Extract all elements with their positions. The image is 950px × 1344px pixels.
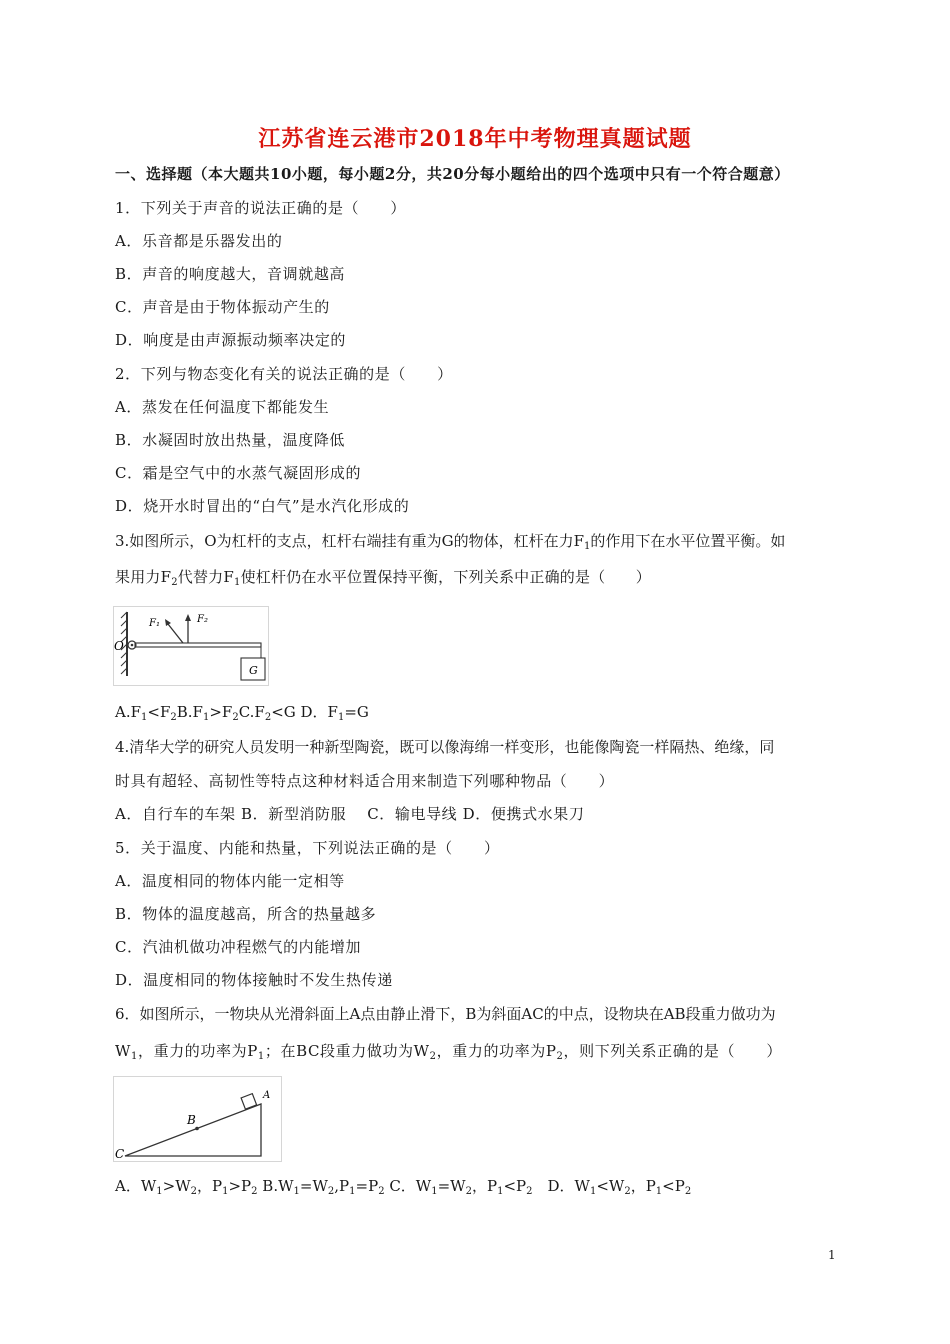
q2-stem: 2．下列与物态变化有关的说法正确的是（ ） [115,365,453,383]
q2-option-a: A．蒸发在任何温度下都能发生 [115,398,330,416]
label-a: A [263,1090,271,1101]
q5-option-c: C．汽油机做功冲程燃气的内能增加 [115,938,362,956]
q2-option-d: D．烧开水时冒出的“白气”是水汽化形成的 [115,497,410,515]
figure-frame [114,607,269,686]
force-f1-arrow [168,624,183,643]
q1-option-d: D．响度是由声源振动频率决定的 [115,331,347,349]
q6-options: A．$W_1>W_2$，$P_1>P_2$ $B.W_1=W_2,P_1=P_2$ C．$W_1=W_2$，$P_1<P_2$ D．$W_1<W_2$，$P_1<P_2$ [115,1177,692,1197]
q6-stem-line1: 6．如图所示，一物块从光滑斜面上A点由静止滑下，B为斜面AC的中点，设物块在AB段重力做功为 [115,1005,776,1023]
q3-stem-line2: 果用力$F_2$代替力$F_1$使杠杆仍在水平位置保持平衡，下列关系中正确的是（ ） [115,568,651,588]
lever-bar [135,643,261,647]
q4-stem-line1: 4.清华大学的研究人员发明一种新型陶瓷，既可以像海绵一样变形，也能像陶瓷一样隔热、绝缘，同 [115,738,775,756]
q1-stem: 1．下列关于声音的说法正确的是（ ） [115,199,406,217]
pivot-dot [131,644,134,647]
label-f2: F₂ [197,614,208,625]
section-heading: 一、选择题（本大题共10小题，每小题2分，共20分每小题给出的四个选项中只有一个符合题意） [115,165,790,183]
midpoint-b-dot [195,1127,199,1131]
q4-options: A．自行车的车架 B．新型消防服 C．输电导线 D．便携式水果刀 [115,805,585,823]
q3-options: $A.F_1<F_2B.F_1>F_2C.F_2<G$ D．$F_1=G$ [115,703,369,723]
q2-option-c: C．霜是空气中的水蒸气凝固形成的 [115,464,362,482]
incline-figure [113,1076,285,1164]
label-b: B [187,1113,196,1127]
q3-stem-line1: 3.如图所示，O为杠杆的支点，杠杆右端挂有重为G的物体，杠杆在力$F_1$的作用下在水平位置平衡。如 [115,532,786,552]
page-number: 1 [828,1248,836,1262]
label-o: O [114,639,124,653]
incline-triangle [125,1104,261,1156]
q4-stem-line2: 时具有超轻、高韧性等特点这种材料适合用来制造下列哪种物品（ ） [115,772,615,790]
q1-option-c: C．声音是由于物体振动产生的 [115,298,330,316]
q2-option-b: B．水凝固时放出热量，温度降低 [115,431,346,449]
page-title: 江苏省连云港市2018年中考物理真题试题 [258,126,692,152]
force-f2-arrowhead [185,614,191,621]
lever-figure [113,606,273,688]
q1-option-a: A．乐音都是乐器发出的 [115,232,283,250]
q6-stem-line2: $W_1$，重力的功率为$P_1$；在BC段重力做功为$W_2$，重力的功率为$P_2$，则下列关系正确的是（ ） [115,1042,782,1062]
q5-stem: 5．关于温度、内能和热量，下列说法正确的是（ ） [115,839,500,857]
label-c: C [115,1147,125,1161]
label-f1: F₁ [149,618,160,629]
figure-frame [114,1077,282,1162]
q1-option-b: B．声音的响度越大，音调就越高 [115,265,346,283]
q5-option-a: A．温度相同的物体内能一定相等 [115,872,345,890]
label-g: G [249,664,258,677]
q5-option-d: D．温度相同的物体接触时不发生热传递 [115,971,393,989]
q5-option-b: B．物体的温度越高，所含的热量越多 [115,905,377,923]
